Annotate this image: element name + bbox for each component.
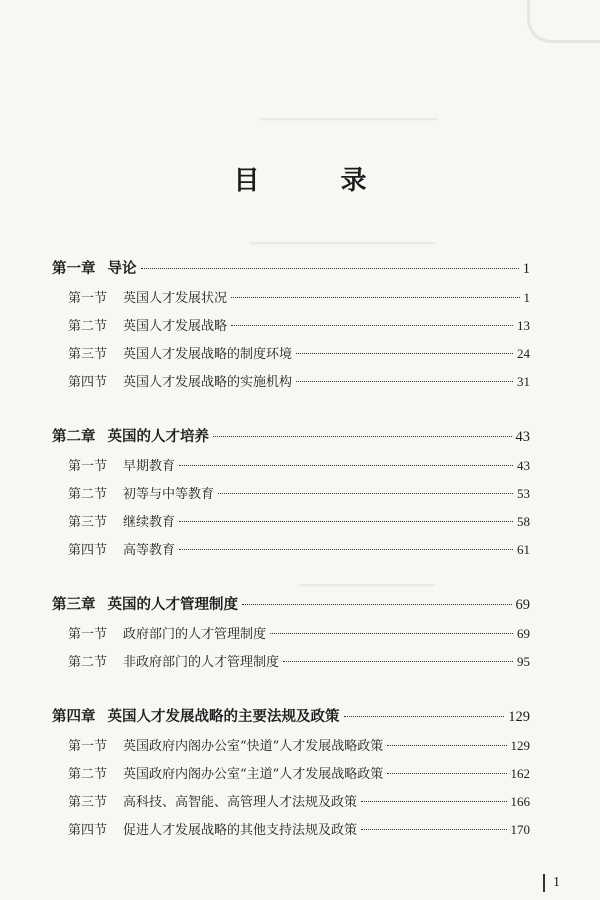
page-number: 162 [510, 766, 530, 781]
section-number: 第二节 [68, 319, 108, 334]
chapter-2 [52, 422, 530, 564]
dot-leader [242, 604, 512, 605]
section-title: 初等与中等教育 [123, 487, 215, 502]
toc-chapter-entry[interactable] [52, 702, 530, 732]
toc-section-entry[interactable] [52, 340, 530, 368]
dot-leader [213, 436, 512, 437]
dot-leader [296, 381, 513, 382]
section-title: 英国人才发展战略 [123, 319, 228, 334]
section-title: 英国政府内阁办公室“快道”人才发展战略政策 [123, 739, 384, 754]
section-number: 第一节 [68, 627, 108, 642]
corner-decoration [527, 0, 600, 43]
chapter-number: 第一章 [52, 261, 96, 277]
toc-section-entry[interactable] [52, 732, 530, 760]
page-number: 61 [517, 542, 530, 557]
chapter-title: 英国的人才培养 [107, 429, 209, 445]
dot-leader [296, 353, 513, 354]
page-title: 目 录 [233, 166, 403, 196]
page-number: 95 [517, 654, 530, 669]
page-number: 69 [515, 597, 530, 613]
chapter-title: 导论 [107, 261, 137, 277]
chapter-1 [52, 254, 530, 396]
section-number: 第一节 [68, 291, 108, 306]
dot-leader [179, 549, 513, 550]
section-title: 继续教育 [123, 515, 176, 530]
page-number: 129 [510, 738, 530, 753]
toc-section-entry[interactable] [52, 284, 530, 312]
section-number: 第三节 [68, 795, 108, 810]
section-number: 第一节 [68, 459, 108, 474]
toc-chapter-entry[interactable] [52, 590, 530, 620]
toc-section-entry[interactable] [52, 368, 530, 396]
section-number: 第一节 [68, 739, 108, 754]
chapter-4 [52, 702, 530, 844]
page-number: 69 [517, 626, 530, 641]
section-title: 英国政府内阁办公室“主道”人才发展战略政策 [123, 767, 384, 782]
section-number: 第四节 [68, 375, 108, 390]
toc-section-entry[interactable] [52, 312, 530, 340]
toc-chapter-entry[interactable] [52, 254, 530, 284]
section-number: 第四节 [68, 823, 108, 838]
page-number: 58 [517, 514, 530, 529]
toc-section-entry[interactable] [52, 788, 530, 816]
dot-leader [344, 716, 505, 717]
toc-section-entry[interactable] [52, 480, 530, 508]
page-number: 170 [510, 822, 530, 837]
dot-leader [361, 801, 506, 802]
show-through-text: ━━━━━━━━━━━━━━━━━━━━━ [260, 112, 438, 128]
page-number: 53 [517, 486, 530, 501]
chapter-number: 第二章 [52, 429, 96, 445]
dot-leader [231, 325, 513, 326]
toc-section-entry[interactable] [52, 648, 530, 676]
section-title: 英国人才发展战略的实施机构 [123, 375, 293, 390]
dot-leader [231, 297, 519, 298]
page-number: 31 [517, 374, 530, 389]
dot-leader [179, 465, 513, 466]
chapter-number: 第四章 [52, 709, 96, 725]
dot-leader [361, 829, 506, 830]
section-title: 英国人才发展状况 [123, 291, 228, 306]
page-number: 1 [523, 290, 530, 305]
section-number: 第二节 [68, 655, 108, 670]
chapter-title: 英国的人才管理制度 [107, 597, 238, 613]
section-title: 非政府部门的人才管理制度 [123, 655, 280, 670]
section-number: 第四节 [68, 543, 108, 558]
dot-leader [387, 745, 506, 746]
toc-section-entry[interactable] [52, 452, 530, 480]
toc-section-entry[interactable] [52, 508, 530, 536]
table-of-contents [52, 254, 530, 870]
toc-section-entry[interactable] [52, 816, 530, 844]
dot-leader [283, 661, 513, 662]
page-number: 1 [522, 261, 530, 277]
page-number: 43 [517, 458, 530, 473]
toc-section-entry[interactable] [52, 620, 530, 648]
page-number: 166 [510, 794, 530, 809]
chapter-3 [52, 590, 530, 676]
dot-leader [387, 773, 506, 774]
page-number: 43 [515, 429, 530, 445]
page-number: 13 [517, 318, 530, 333]
dot-leader [141, 268, 519, 269]
section-title: 高科技、高智能、高管理人才法规及政策 [123, 795, 358, 810]
toc-chapter-entry[interactable] [52, 422, 530, 452]
folio-number: 1 [553, 875, 560, 890]
section-title: 早期教育 [123, 459, 176, 474]
toc-section-entry[interactable] [52, 536, 530, 564]
section-title: 促进人才发展战略的其他支持法规及政策 [123, 823, 358, 838]
folio-divider [543, 874, 545, 892]
page-folio [543, 874, 560, 892]
section-title: 高等教育 [123, 543, 176, 558]
dot-leader [270, 633, 513, 634]
dot-leader [179, 521, 513, 522]
page-number: 129 [508, 709, 530, 725]
section-number: 第三节 [68, 347, 108, 362]
chapter-title: 英国人才发展战略的主要法规及政策 [107, 709, 340, 725]
toc-section-entry[interactable] [52, 760, 530, 788]
section-title: 政府部门的人才管理制度 [123, 627, 267, 642]
dot-leader [218, 493, 513, 494]
section-title: 英国人才发展战略的制度环境 [123, 347, 293, 362]
show-through-text: ━━━━━━━━━━━━━━━━━━━━━━ [250, 236, 436, 252]
page-number: 24 [517, 346, 530, 361]
show-through-text: ━━━━━━━━━━━━━━━━ [300, 578, 435, 594]
section-number: 第二节 [68, 487, 108, 502]
section-number: 第三节 [68, 515, 108, 530]
chapter-number: 第三章 [52, 597, 96, 613]
section-number: 第二节 [68, 767, 108, 782]
